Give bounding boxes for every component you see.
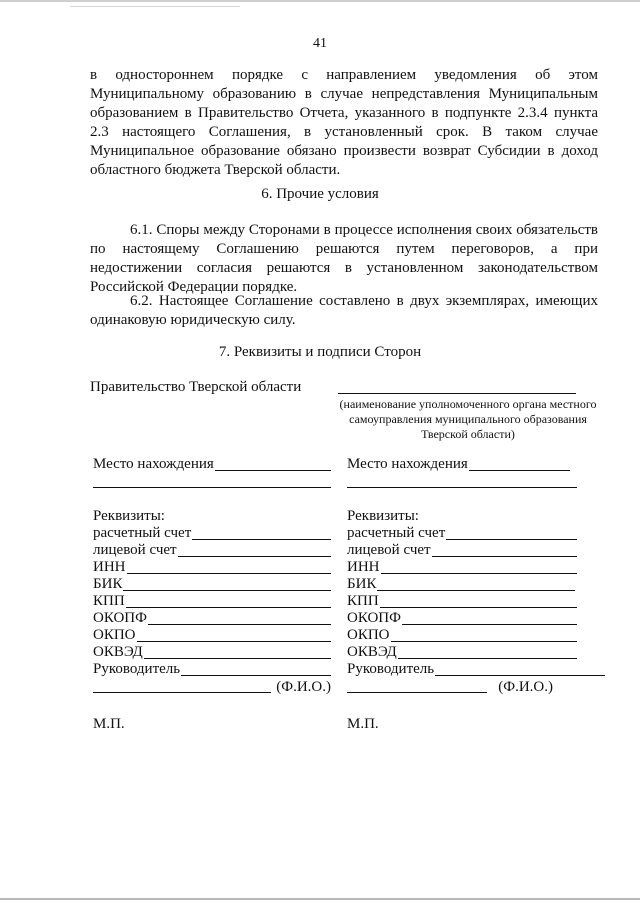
right-bik-row [347, 576, 605, 593]
left-location-row [93, 456, 331, 473]
right-head-row [347, 661, 605, 678]
left-party-requisites [93, 456, 331, 696]
left-fio-label: (Ф.И.О.) [276, 679, 331, 695]
right-inn-row [347, 559, 605, 576]
field-line [93, 590, 331, 591]
left-settlement-label: расчетный счет [93, 525, 192, 541]
left-okopf-label: ОКОПФ [93, 610, 147, 626]
right-okpo-label: ОКПО [347, 627, 390, 643]
top-paragraph: в одностороннем порядке с направлением уведомления об этом Муниципальному образованию в случае непредставления Муниципальным образованием в Правительство Отчета, указанного в подпункте 2.3.4 пункта 2.3 настоящего Соглашения, в установленный срок. В таком случае Муниципальное образование обязано произвести возврат Субсидии в доход областного бюджета Тверской области. [90, 67, 598, 178]
left-inn-row [93, 559, 331, 576]
right-location-row [347, 456, 605, 473]
left-inn-label: ИНН [93, 559, 126, 575]
field-line [347, 607, 577, 608]
right-inn-label: ИНН [347, 559, 380, 575]
left-signature-line [93, 692, 271, 693]
field-line [347, 573, 577, 574]
right-location-row-2 [347, 473, 605, 490]
left-location-row-2 [93, 473, 331, 490]
left-kpp-row [93, 593, 331, 610]
left-personal-row [93, 542, 331, 559]
left-party-name: Правительство Тверской области [90, 379, 302, 395]
left-location-line-2 [93, 487, 331, 488]
field-line [347, 590, 575, 591]
right-fio-row [347, 678, 553, 696]
right-bik-label: БИК [347, 576, 377, 592]
right-party-name-blank [338, 393, 576, 394]
scan-top-edge [0, 0, 640, 2]
right-okved-row [347, 644, 605, 661]
right-requisites-label: Реквизиты: [347, 508, 419, 524]
left-okved-label: ОКВЭД [93, 644, 143, 660]
left-head-label: Руководитель [93, 661, 181, 677]
right-settlement-row [347, 525, 605, 542]
right-okopf-row [347, 610, 605, 627]
left-location-label: Место нахождения [93, 456, 214, 472]
left-okpo-row [93, 627, 331, 644]
right-fio-label: (Ф.И.О.) [498, 679, 553, 695]
right-location-label: Место нахождения [347, 456, 468, 472]
clause-6-1: 6.1. Споры между Сторонами в процессе исполнения своих обязательств по настоящему Соглашению решаются путем переговоров, а при недостижении согласия решаются в установленном законодательством Российской Федерации порядке. [90, 222, 598, 295]
left-okpo-label: ОКПО [93, 627, 136, 643]
left-kpp-label: КПП [93, 593, 125, 609]
left-settlement-row [93, 525, 331, 542]
right-personal-row [347, 542, 605, 559]
left-head-row [93, 661, 331, 678]
section-7-heading: 7. Реквизиты и подписи Сторон [218, 344, 422, 360]
right-party-requisites [347, 456, 605, 696]
right-okpo-row [347, 627, 605, 644]
left-bik-row [93, 576, 331, 593]
left-stamp-place: М.П. [93, 716, 125, 732]
right-kpp-row [347, 593, 605, 610]
left-personal-label: лицевой счет [93, 542, 177, 558]
left-okved-row [93, 644, 331, 661]
right-location-line-2 [347, 487, 577, 488]
right-okopf-label: ОКОПФ [347, 610, 401, 626]
right-signature-line [347, 692, 487, 693]
left-fio-row [93, 678, 331, 696]
left-bik-label: БИК [93, 576, 123, 592]
right-personal-label: лицевой счет [347, 542, 431, 558]
right-okved-label: ОКВЭД [347, 644, 397, 660]
left-okopf-row [93, 610, 331, 627]
scan-bottom-edge [0, 898, 640, 900]
clause-6-2: 6.2. Настоящее Соглашение составлено в двух экземплярах, имеющих одинаковую юридическую силу. [90, 293, 598, 328]
section-6-heading: 6. Прочие условия [261, 186, 379, 202]
field-line [93, 607, 331, 608]
page-number: 41 [313, 36, 327, 51]
right-stamp-place: М.П. [347, 716, 379, 732]
field-line [93, 573, 331, 574]
left-requisites-label: Реквизиты: [93, 508, 165, 524]
right-party-caption: (наименование уполномоченного органа местного самоуправления муниципального образования Тверской области) [339, 397, 597, 441]
right-settlement-label: расчетный счет [347, 525, 446, 541]
scan-top-mark [70, 6, 240, 7]
right-head-label: Руководитель [347, 661, 435, 677]
right-kpp-label: КПП [347, 593, 379, 609]
